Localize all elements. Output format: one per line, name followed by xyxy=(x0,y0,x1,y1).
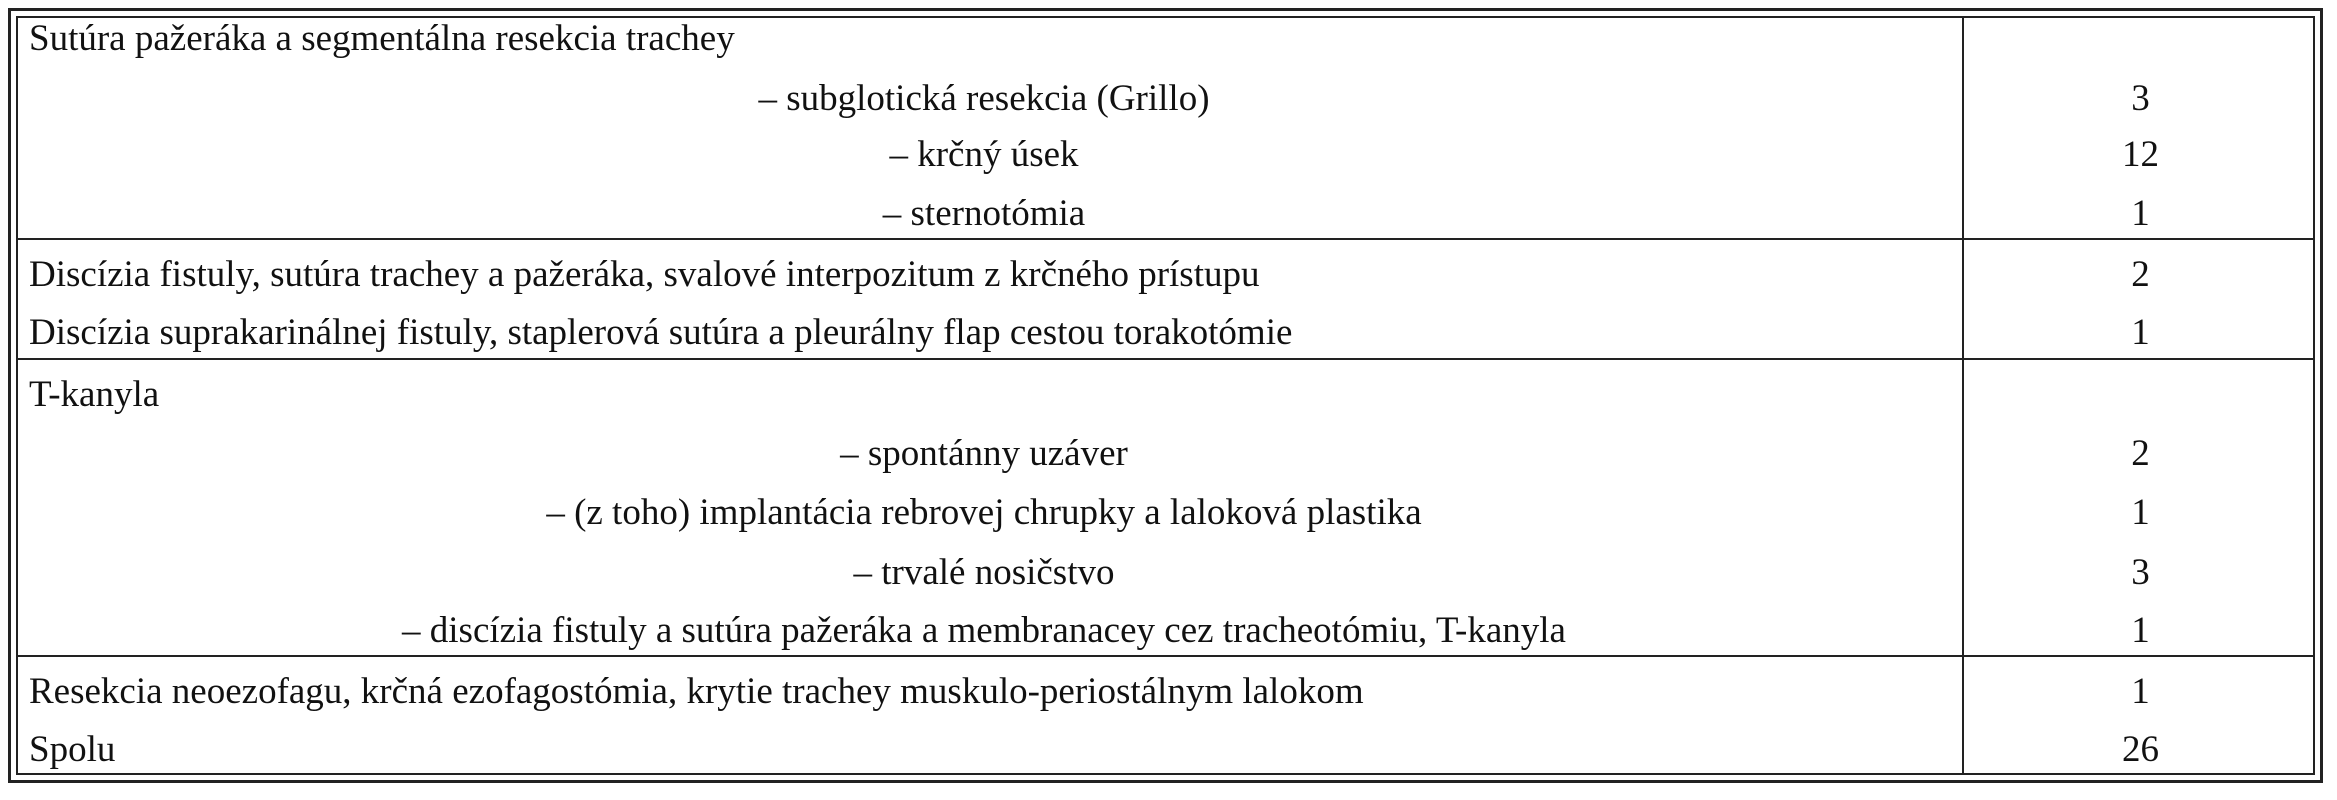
table-row-label: – discízia fistuly a sutúra pažeráka a membranacey cez tracheotómiu, T-kanyla xyxy=(402,610,1566,651)
column-divider xyxy=(1962,16,1964,775)
table-row-label: Discízia fistuly, sutúra trachey a pažeráka, svalové interpozitum z krčného prístupu xyxy=(29,254,1260,295)
table-row-label: – sternotómia xyxy=(882,193,1086,234)
table-row-value: 2 xyxy=(2131,433,2150,474)
table-row-label: – spontánny uzáver xyxy=(840,433,1128,474)
table-row-label: Spolu xyxy=(29,729,116,770)
table-row-value: 3 xyxy=(2131,78,2150,119)
table-row-label: T-kanyla xyxy=(29,374,160,415)
table-row-value: 1 xyxy=(2131,193,2150,234)
table-row-label: – (z toho) implantácia rebrovej chrupky a laloková plastika xyxy=(546,492,1422,533)
table-row-label: – trvalé nosičstvo xyxy=(853,552,1115,593)
table-row-label: – subglotická resekcia (Grillo) xyxy=(758,78,1210,119)
table-row-value: 26 xyxy=(2122,729,2159,770)
table-row-value: 1 xyxy=(2131,312,2150,353)
table-row-label: Sutúra pažeráka a segmentálna resekcia trachey xyxy=(29,18,735,59)
table-row-value xyxy=(1966,11,2315,67)
table-row-label: – krčný úsek xyxy=(889,134,1079,175)
table-row-value: 12 xyxy=(2122,134,2159,175)
table-row-value xyxy=(1966,367,2315,423)
table-row-label: Discízia suprakarinálnej fistuly, staplerová sutúra a pleurálny flap cestou torakotómie xyxy=(29,312,1293,353)
table-row-label: Resekcia neoezofagu, krčná ezofagostómia, krytie trachey muskulo-periostálnym lalokom xyxy=(29,671,1364,712)
table-row-value: 3 xyxy=(2131,552,2150,593)
table-row-value: 1 xyxy=(2131,492,2150,533)
table-row-value: 1 xyxy=(2131,671,2150,712)
table-row-value: 2 xyxy=(2131,254,2150,295)
table-row-value: 1 xyxy=(2131,610,2150,651)
